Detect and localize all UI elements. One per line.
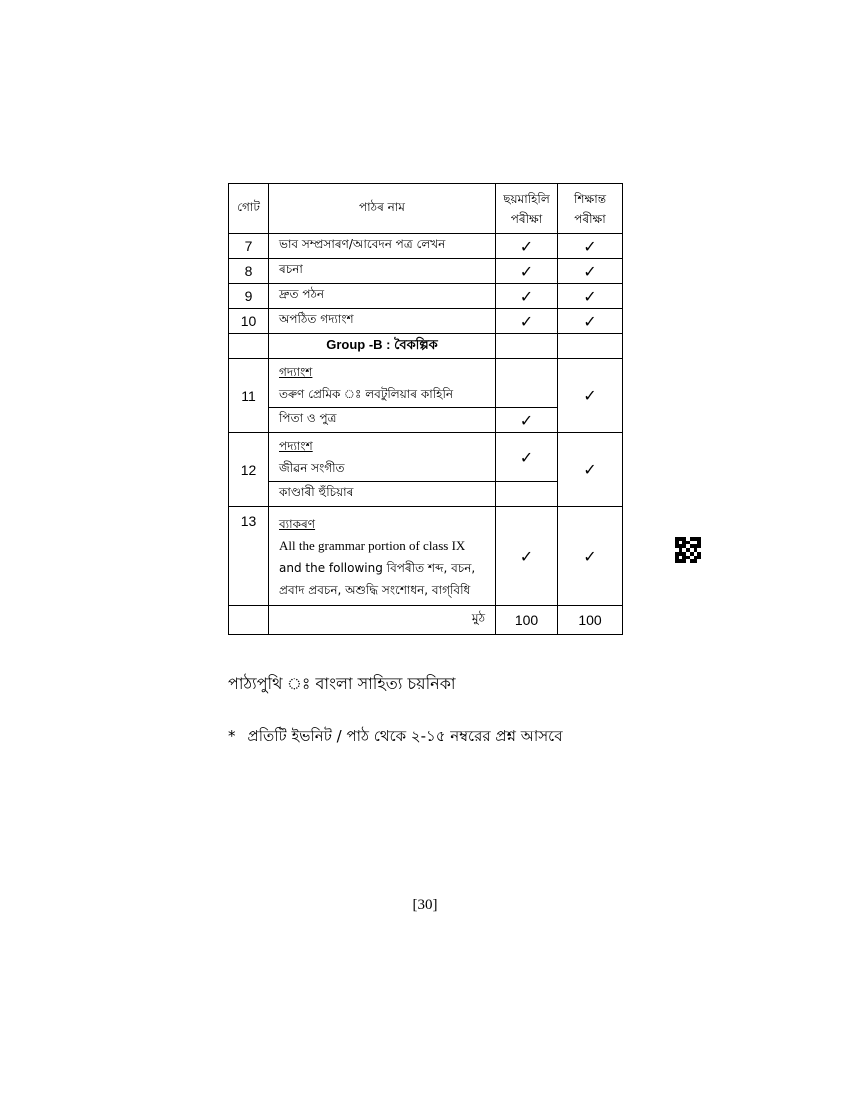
check-icon: ✓ (496, 309, 558, 334)
header-halfyearly: ছয়মাহিলি পৰীক্ষা (496, 184, 558, 234)
group-b-label: Group -B : বৈকল্পিক (269, 334, 496, 359)
total-final: 100 (558, 606, 623, 635)
note-text: প্রতিটি ইভনিট / পাঠ থেকে ২-১৫ নম্বরের প্রশ্ন আসবে (247, 727, 563, 745)
check-icon: ✓ (496, 284, 558, 309)
check-icon: ✓ (496, 234, 558, 259)
note-bullet: * (228, 727, 236, 745)
total-row (229, 606, 623, 635)
total-halfyearly: 100 (496, 606, 558, 635)
header-final: শিক্ষান্ত পৰীক্ষা (558, 184, 623, 234)
table-row: কাণ্ডাৰী হুঁচিয়াৰ (229, 482, 623, 507)
check-icon: ✓ (558, 284, 623, 309)
check-icon: ✓ (496, 507, 558, 606)
section-heading: ব্যাকৰণ (279, 517, 316, 531)
table-row-unit-11: 11 গদ্যাংশ তৰুণ প্ৰেমিক ঃ লবটুলিয়াৰ কাহিনি ✓ (229, 359, 623, 408)
check-icon: ✓ (558, 309, 623, 334)
total-label: মুঠ (269, 606, 496, 635)
table-header-row (229, 184, 623, 234)
check-icon: ✓ (496, 433, 558, 482)
check-icon: ✓ (496, 408, 558, 433)
table-row: 10 অপঠিত গদ্যাংশ ✓ ✓ (229, 309, 623, 334)
textbook-line: পাঠ্যপুথি ঃ বাংলা সাহিত্য চয়নিকা (228, 674, 456, 693)
table-row: 9 দ্ৰুত পঠন ✓ ✓ (229, 284, 623, 309)
syllabus-table (228, 183, 623, 635)
check-icon: ✓ (558, 234, 623, 259)
check-icon: ✓ (558, 433, 623, 507)
qr-code-icon (675, 537, 701, 563)
section-heading: পদ্যাংশ (279, 439, 313, 453)
table-row: 7 ভাব সম্প্ৰসাৰণ/আবেদন পত্ৰ লেখন ✓ ✓ (229, 234, 623, 259)
check-icon: ✓ (496, 259, 558, 284)
table-row-unit-13: 13 ব্যাকৰণ All the grammar portion of class IX and the following বিপৰীত শব্দ, বচন, প্ৰবাদ প্ৰবচন, অশুদ্ধি সংশোধন, বাগ্‌বিধি ✓ ✓ (229, 507, 623, 606)
table-row: 8 ৰচনা ✓ ✓ (229, 259, 623, 284)
note-line (228, 725, 563, 750)
check-icon: ✓ (558, 507, 623, 606)
table-row: পিতা ও পুত্ৰ ✓ (229, 408, 623, 433)
header-unit: গোট (229, 184, 269, 234)
group-b-row (229, 334, 623, 359)
header-lesson: পাঠৰ নাম (269, 184, 496, 234)
check-icon: ✓ (558, 259, 623, 284)
page-number: [30] (412, 897, 438, 913)
check-icon: ✓ (558, 359, 623, 433)
section-heading: গদ্যাংশ (279, 365, 313, 379)
table-row-unit-12: 12 পদ্যাংশ জীৱন সংগীত ✓ ✓ (229, 433, 623, 482)
